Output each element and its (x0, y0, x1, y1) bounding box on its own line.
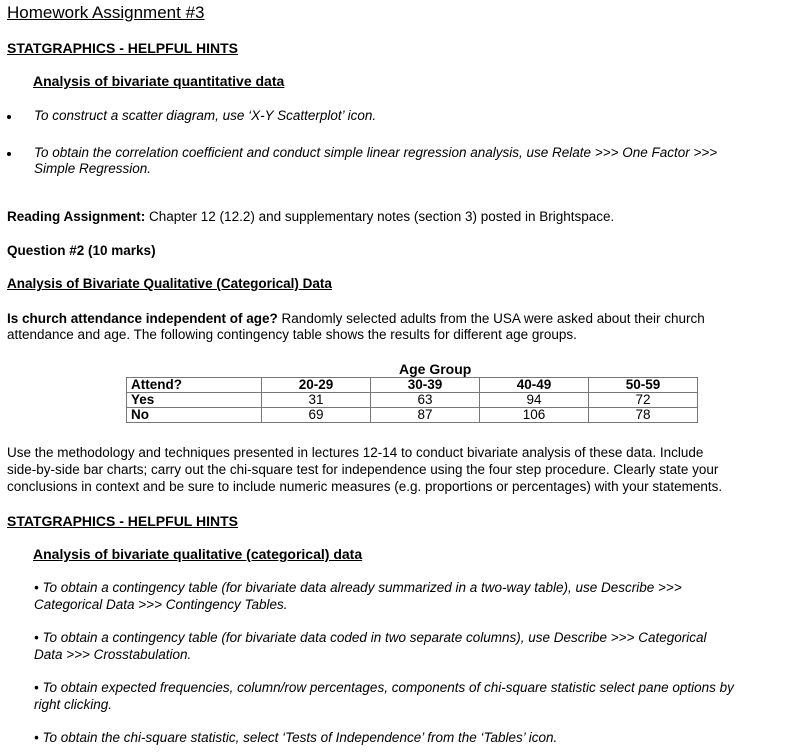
hints-heading-2: STATGRAPHICS - HELPFUL HINTS (7, 513, 238, 529)
table-cell: 94 (480, 393, 589, 408)
hint-bullet-scatter: To construct a scatter diagram, use ‘X-Y Scatterplot’ icon. (34, 108, 377, 123)
hint-item-expected-frequencies-cont: right clicking. (34, 697, 113, 712)
hints-subheading-1: Analysis of bivariate quantitative data (33, 73, 285, 89)
row-label: Yes (127, 393, 262, 408)
table-row (127, 408, 698, 423)
instructions-line-3: conclusions in context and be sure to include numeric measures (e.g. proportions or percentages) with your statements. (7, 479, 723, 494)
question-label: Question #2 (10 marks) (7, 243, 156, 258)
table-header-row (127, 378, 698, 393)
hint-item-expected-frequencies: • To obtain expected frequencies, column/row percentages, components of chi-square statistic select pane options by (34, 680, 734, 695)
hints-subheading-2: Analysis of bivariate qualitative (categorical) data (33, 546, 363, 562)
intro-line-2: attendance and age. The following contingency table shows the results for different age groups. (7, 327, 577, 342)
table-cell: 69 (262, 408, 371, 423)
hint-bullet-regression: To obtain the correlation coefficient and conduct simple linear regression analysis, use Relate >>> One Factor >>> (34, 145, 718, 160)
table-corner-cell: Attend? (127, 378, 262, 393)
hint-item-contingency-coded: • To obtain a contingency table (for bivariate data coded in two separate columns), use Describe >>> Categorical (34, 630, 707, 645)
table-cell: 72 (589, 393, 698, 408)
bullet-icon (7, 152, 11, 156)
intro-line-1 (7, 311, 797, 327)
intro-text-1: Randomly selected adults from the USA were asked about their church (277, 311, 705, 326)
table-cell: 63 (371, 393, 480, 408)
row-label: No (127, 408, 262, 423)
table-row (127, 393, 698, 408)
reading-label: Reading Assignment: (7, 209, 146, 224)
document-title: Homework Assignment #3 (7, 3, 205, 22)
reading-assignment (7, 209, 614, 225)
column-header: 30-39 (371, 378, 480, 393)
hint-item-chi-square: • To obtain the chi-square statistic, select ‘Tests of Independence’ from the ‘Tables’ icon. (34, 730, 558, 745)
hint-item-contingency-coded-cont: Data >>> Crosstabulation. (34, 647, 192, 662)
instructions-line-2: side-by-side bar charts; carry out the chi-square test for independence using the four step procedure. Clearly state your (7, 462, 719, 477)
section-heading: Analysis of Bivariate Qualitative (Categorical) Data (7, 276, 332, 291)
table-cell: 87 (371, 408, 480, 423)
hint-item-contingency-summarized-cont: Categorical Data >>> Contingency Tables. (34, 597, 288, 612)
reading-text: Chapter 12 (12.2) and supplementary notes (section 3) posted in Brightspace. (145, 209, 615, 224)
hint-item-contingency-summarized: • To obtain a contingency table (for bivariate data already summarized in a two-way table), use Describe >>> (34, 580, 682, 595)
hints-heading-1: STATGRAPHICS - HELPFUL HINTS (7, 40, 238, 56)
hint-bullet-regression-cont: Simple Regression. (34, 161, 152, 176)
table-cell: 106 (480, 408, 589, 423)
column-header: 20-29 (262, 378, 371, 393)
table-cell: 78 (589, 408, 698, 423)
instructions-line-1: Use the methodology and techniques presented in lectures 12-14 to conduct bivariate analysis of these data. Include (7, 445, 704, 460)
table-cell: 31 (262, 393, 371, 408)
bullet-icon (7, 115, 11, 119)
contingency-table (126, 377, 698, 423)
column-header: 40-49 (480, 378, 589, 393)
intro-lead: Is church attendance independent of age? (7, 311, 278, 326)
age-group-header: Age Group (399, 361, 472, 377)
column-header: 50-59 (589, 378, 698, 393)
